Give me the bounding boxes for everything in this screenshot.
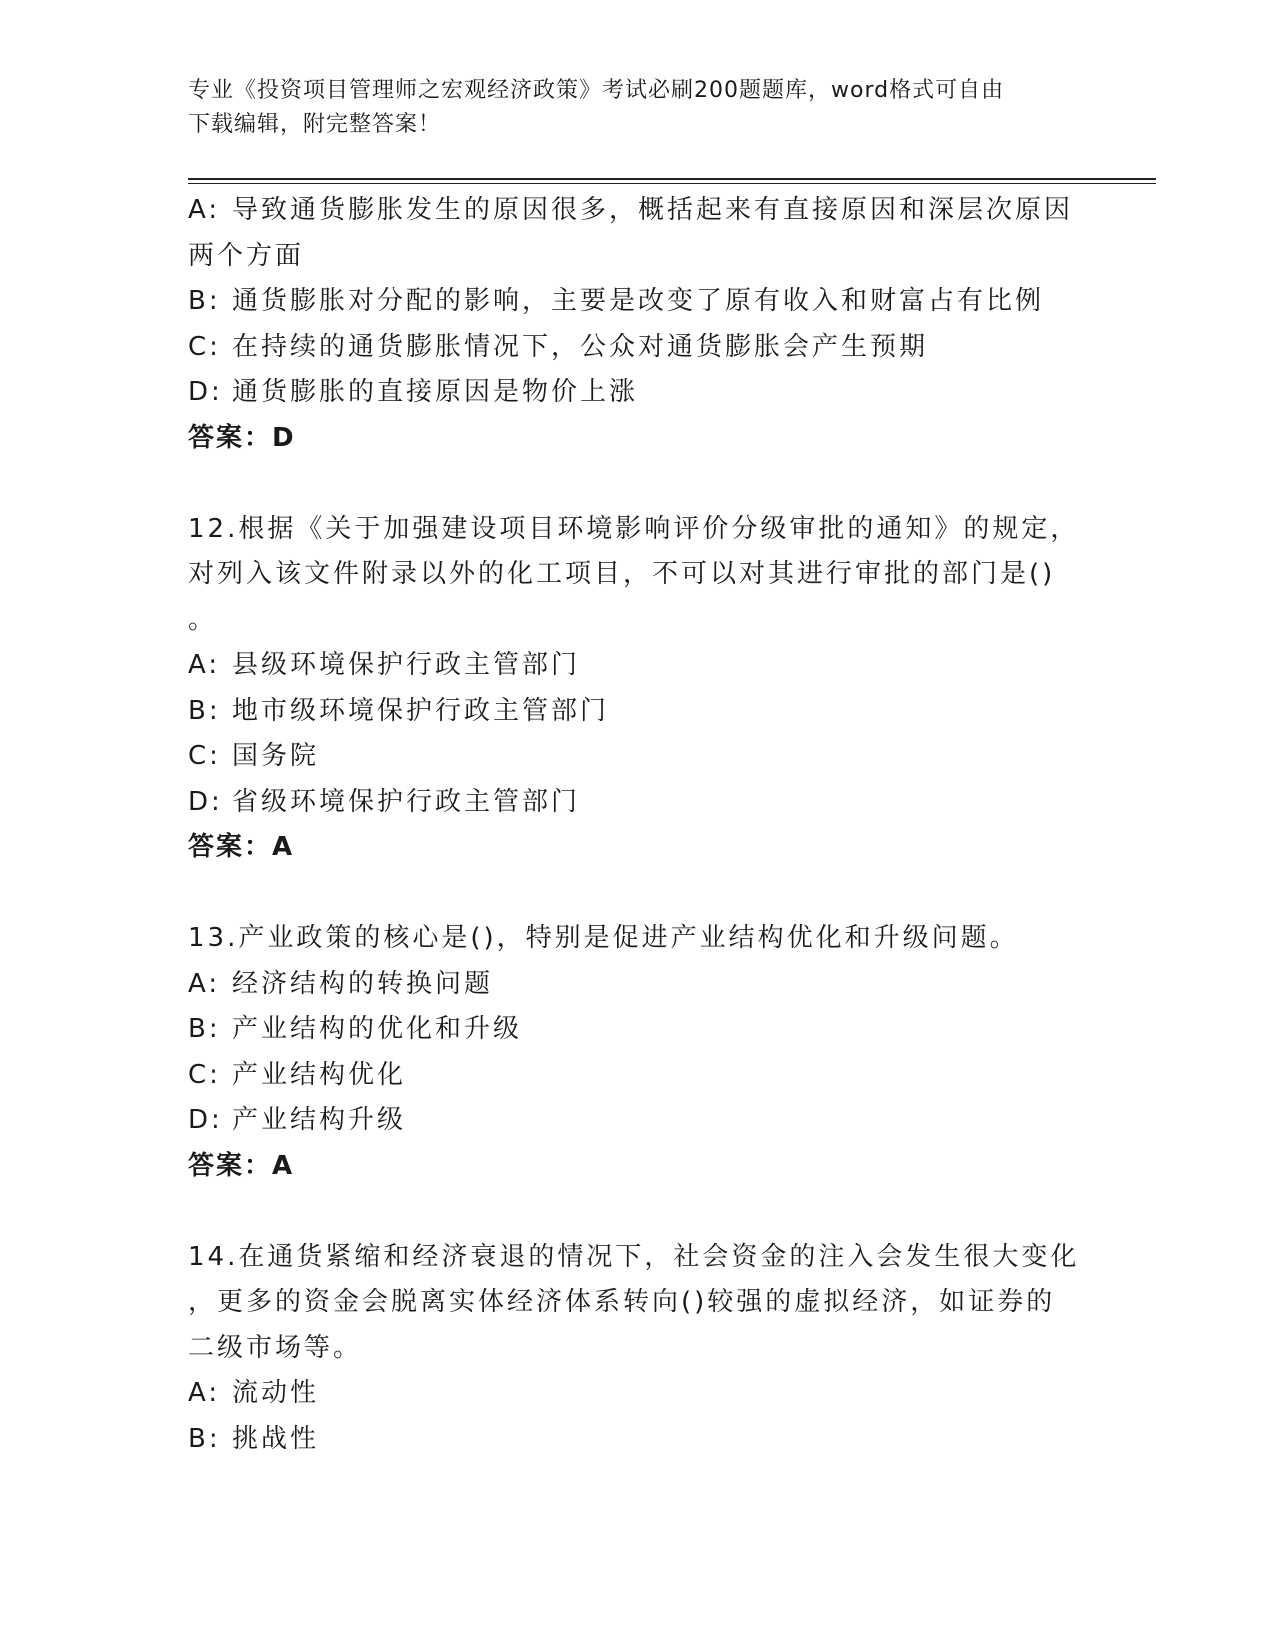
option-text: 通货膨胀的直接原因是物价上涨 (232, 377, 639, 407)
option-label: B: (188, 1423, 221, 1454)
option-label: B: (188, 695, 221, 726)
header-divider-thick (188, 178, 1156, 180)
option-a (188, 1371, 1088, 1417)
option-d (188, 780, 1088, 826)
option-text: 地市级环境保护行政主管部门 (232, 695, 610, 726)
option-label: B: (188, 1014, 221, 1044)
option-c (188, 734, 1088, 780)
option-a (188, 962, 1088, 1008)
option-label: C: (188, 331, 221, 362)
document-header (188, 74, 1088, 142)
question-text-line: ，更多的资金会脱离实体经济体系转向()较强的虚拟经济，如证券的 (188, 1287, 1056, 1317)
option-b (188, 279, 1088, 325)
question-content (188, 188, 1088, 1462)
option-d (188, 1098, 1088, 1144)
option-text: 产业结构的优化和升级 (232, 1014, 523, 1044)
answer-line: 答案：A (188, 1150, 295, 1181)
answer-line: 答案：D (188, 422, 296, 453)
option-text: 产业结构升级 (232, 1105, 407, 1135)
option-text: 在持续的通货膨胀情况下，公众对通货膨胀会产生预期 (232, 331, 929, 362)
option-label: A: (188, 968, 221, 999)
option-b (188, 1417, 1088, 1463)
header-line-2: 下载编辑，附完整答案！ (188, 112, 442, 137)
question-13 (188, 916, 1088, 1189)
option-label: A: (188, 1378, 221, 1408)
spacer (188, 1189, 1088, 1235)
option-text: 经济结构的转换问题 (232, 968, 494, 999)
header-line-1: 专业《投资项目管理师之宏观经济政策》考试必刷200题题库，word格式可自由 (188, 78, 1005, 103)
option-text: 通货膨胀对分配的影响，主要是改变了原有收入和财富占有比例 (232, 286, 1045, 316)
option-text: 产业结构优化 (232, 1059, 407, 1090)
option-text: 国务院 (232, 741, 320, 771)
option-label: A: (188, 195, 221, 225)
option-b (188, 1007, 1088, 1053)
option-c (188, 1053, 1088, 1099)
header-divider-thin (188, 183, 1156, 184)
option-label: A: (188, 650, 221, 680)
question-12 (188, 507, 1088, 871)
option-text: 流动性 (232, 1378, 320, 1408)
question-text-line: 。 (188, 604, 218, 635)
option-d (188, 370, 1088, 416)
option-label: B: (188, 286, 221, 316)
option-text: 挑战性 (232, 1423, 320, 1454)
option-label: C: (188, 741, 221, 771)
answer-line: 答案：A (188, 832, 295, 862)
question-text-line: 二级市场等。 (188, 1332, 363, 1363)
option-text: 县级环境保护行政主管部门 (232, 650, 581, 680)
spacer (188, 461, 1088, 507)
question-14 (188, 1235, 1088, 1463)
option-label: D: (188, 377, 223, 407)
option-c (188, 325, 1088, 371)
question-text-line: 12.根据《关于加强建设项目环境影响评价分级审批的通知》的规定， (188, 513, 1080, 544)
option-a (188, 643, 1088, 689)
question-text-line: 14.在通货紧缩和经济衰退的情况下，社会资金的注入会发生很大变化 (188, 1241, 1080, 1272)
option-label: D: (188, 1105, 223, 1135)
spacer (188, 871, 1088, 917)
option-label: D: (188, 786, 223, 817)
option-text: 导致通货膨胀发生的原因很多，概括起来有直接原因和深层次原因 (232, 195, 1074, 225)
option-a (188, 188, 1088, 234)
question-11 (188, 188, 1088, 461)
option-label: C: (188, 1059, 221, 1090)
option-b (188, 689, 1088, 735)
question-text-line: 13.产业政策的核心是()，特别是促进产业结构优化和升级问题。 (188, 923, 1019, 953)
question-text-line: 对列入该文件附录以外的化工项目，不可以对其进行审批的部门是() (188, 559, 1056, 589)
option-a-continuation: 两个方面 (188, 240, 305, 271)
option-text: 省级环境保护行政主管部门 (232, 786, 581, 817)
